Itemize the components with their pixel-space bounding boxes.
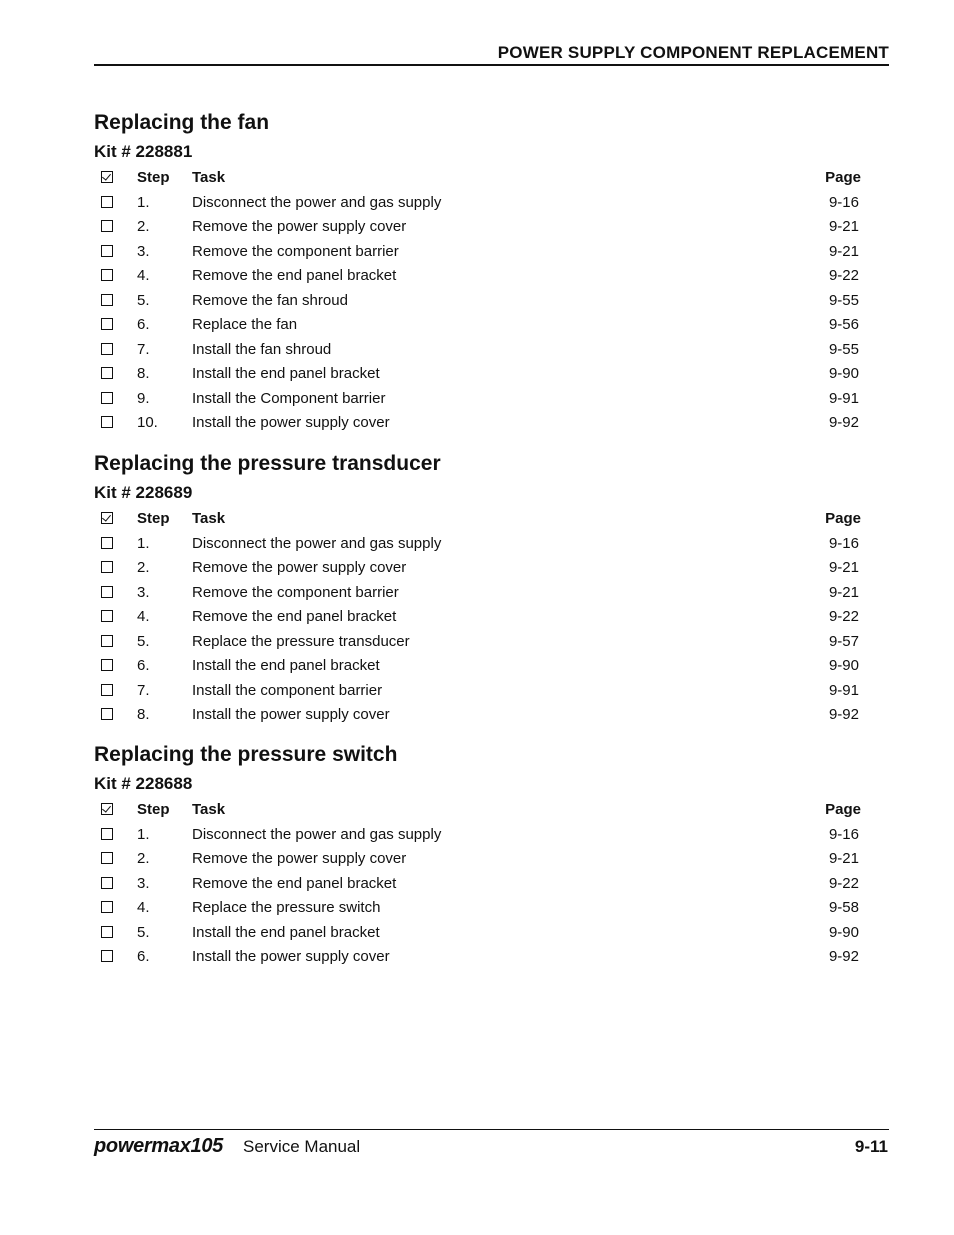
task-text: Disconnect the power and gas supply [192,193,442,211]
table-row [94,216,889,241]
checkbox[interactable] [101,294,113,306]
checklist-table [94,167,889,437]
table-row [94,922,889,947]
checkbox[interactable] [101,269,113,281]
step-number: 4. [137,267,150,284]
task-text: Remove the fan shroud [192,291,348,309]
kit-number: Kit # 228881 [94,142,193,161]
task-text: Remove the end panel bracket [192,608,397,625]
page-reference: 9-92 [828,414,859,431]
table-row [94,290,889,315]
table-row [94,946,889,971]
column-header-step: Step [137,801,170,818]
page-reference: 9-21 [828,850,859,867]
table-row [94,680,889,705]
checkbox[interactable] [101,537,113,549]
checkbox[interactable] [101,196,113,208]
task-text: Install the end panel bracket [192,923,380,941]
task-text: Install the power supply cover [192,948,390,965]
kit-number: Kit # 228689 [94,483,193,502]
step-number: 2. [137,850,150,867]
checklist-section [94,110,889,437]
step-number: 9. [137,389,150,407]
checklist-table [94,508,889,729]
checkbox[interactable] [101,561,113,573]
footer-divider [94,1129,889,1130]
column-header-step: Step [137,510,170,527]
page-reference: 9-22 [828,267,859,284]
table-row [94,192,889,217]
table-header-row [94,799,889,824]
table-row [94,388,889,413]
task-text: Install the fan shroud [192,340,332,358]
checkbox[interactable] [101,635,113,647]
table-row [94,314,889,339]
table-row [94,606,889,631]
table-row [94,824,889,849]
task-text: Remove the end panel bracket [192,267,397,284]
page-reference: 9-21 [828,242,859,260]
checkbox[interactable] [101,684,113,696]
checkbox[interactable] [101,220,113,232]
task-text: Remove the power supply cover [192,218,407,235]
footer-manual-label: Service Manual [243,1137,361,1156]
column-header-page: Page [825,169,861,186]
table-row [94,533,889,558]
checkbox[interactable] [101,416,113,428]
section-title: Replacing the pressure switch [94,743,398,766]
table-row [94,557,889,582]
task-text: Install the end panel bracket [192,657,380,674]
checked-box-icon [101,171,113,183]
task-text: Replace the fan [192,316,298,333]
step-number: 3. [137,242,150,260]
page-reference: 9-58 [828,899,859,916]
column-header-step: Step [137,169,170,186]
step-number: 4. [137,608,150,625]
table-row [94,873,889,898]
table-row [94,655,889,680]
step-number: 1. [137,534,150,552]
page-reference: 9-16 [828,193,859,211]
task-text: Remove the power supply cover [192,559,407,576]
checkbox[interactable] [101,245,113,257]
task-text: Remove the component barrier [192,242,399,260]
step-number: 7. [137,681,150,699]
page-header-title: POWER SUPPLY COMPONENT REPLACEMENT [497,43,889,62]
step-number: 5. [137,632,150,650]
task-text: Install the power supply cover [192,414,390,431]
column-header-page: Page [825,801,861,818]
table-header-row [94,508,889,533]
page-reference: 9-90 [828,365,859,382]
section-title: Replacing the pressure transducer [94,452,441,475]
checked-box-icon [101,803,113,815]
task-text: Disconnect the power and gas supply [192,534,442,552]
checklist-section [94,451,889,729]
checkbox[interactable] [101,828,113,840]
column-header-task: Task [192,510,226,527]
step-number: 1. [137,825,150,843]
task-text: Install the end panel bracket [192,365,380,382]
step-number: 3. [137,874,150,892]
page-reference: 9-91 [828,681,859,699]
column-header-task: Task [192,169,226,186]
step-number: 7. [137,340,150,358]
task-text: Remove the power supply cover [192,850,407,867]
checklist-section [94,742,889,971]
table-row [94,631,889,656]
step-number: 8. [137,706,150,723]
table-row [94,582,889,607]
page-reference: 9-90 [828,923,859,941]
table-row [94,412,889,437]
step-number: 6. [137,948,150,965]
page-reference: 9-56 [828,316,859,333]
step-number: 5. [137,923,150,941]
table-header-row [94,167,889,192]
checkbox[interactable] [101,708,113,720]
page-reference: 9-22 [828,874,859,892]
page-reference: 9-55 [828,291,859,309]
kit-number: Kit # 228688 [94,774,193,793]
checkbox[interactable] [101,901,113,913]
task-text: Install the Component barrier [192,389,386,407]
checkbox[interactable] [101,318,113,330]
checklist-table [94,799,889,971]
table-row [94,848,889,873]
step-number: 5. [137,291,150,309]
page-reference: 9-16 [828,534,859,552]
step-number: 4. [137,899,150,916]
page-reference: 9-21 [828,218,859,235]
column-header-page: Page [825,510,861,527]
task-text: Remove the end panel bracket [192,874,397,892]
step-number: 2. [137,218,150,235]
checkbox[interactable] [101,852,113,864]
task-text: Replace the pressure transducer [192,632,410,650]
checkbox[interactable] [101,926,113,938]
task-text: Disconnect the power and gas supply [192,825,442,843]
table-row [94,241,889,266]
column-header-task: Task [192,801,226,818]
footer-page-number: 9-11 [854,1137,888,1156]
table-row [94,339,889,364]
checkbox[interactable] [101,343,113,355]
page-reference: 9-21 [828,583,859,601]
step-number: 8. [137,365,150,382]
table-row [94,897,889,922]
table-row [94,363,889,388]
task-text: Replace the pressure switch [192,899,381,916]
page-reference: 9-22 [828,608,859,625]
step-number: 6. [137,316,150,333]
page-reference: 9-91 [828,389,859,407]
checked-box-icon [101,512,113,524]
page-reference: 9-21 [828,559,859,576]
section-title: Replacing the fan [94,111,270,134]
checkbox[interactable] [101,610,113,622]
checkbox[interactable] [101,367,113,379]
page-reference: 9-57 [828,632,859,650]
step-number: 2. [137,559,150,576]
step-number: 1. [137,193,150,211]
page-reference: 9-92 [828,948,859,965]
footer-brand-logo: powermax105 [94,1135,223,1157]
page-reference: 9-55 [828,340,859,358]
task-text: Install the component barrier [192,681,383,699]
checkbox[interactable] [101,950,113,962]
page-reference: 9-90 [828,657,859,674]
step-number: 3. [137,583,150,601]
checkbox[interactable] [101,877,113,889]
checkbox[interactable] [101,659,113,671]
header-divider [94,64,889,66]
checkbox[interactable] [101,392,113,404]
task-text: Remove the component barrier [192,583,399,601]
task-text: Install the power supply cover [192,706,390,723]
table-row [94,265,889,290]
table-row [94,704,889,729]
page-reference: 9-16 [828,825,859,843]
step-number: 6. [137,657,150,674]
page-reference: 9-92 [828,706,859,723]
step-number: 10. [137,414,158,431]
checkbox[interactable] [101,586,113,598]
